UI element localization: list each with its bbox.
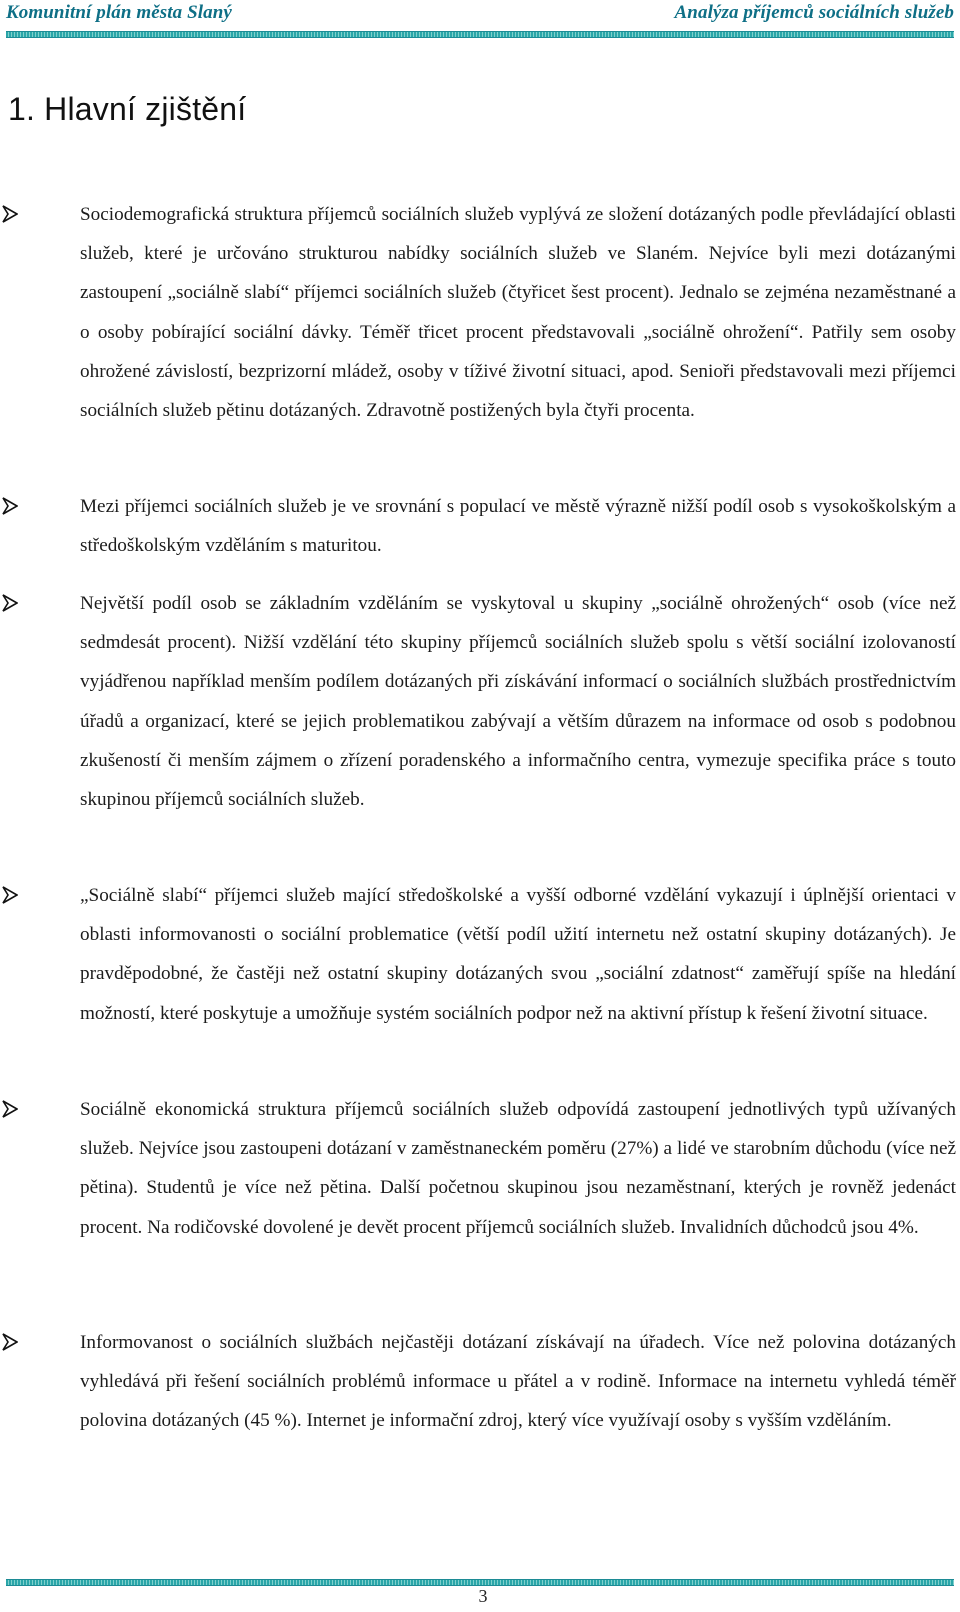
finding-item (80, 584, 956, 819)
finding-text: Informovanost o sociálních službách nejčastěji dotázaní získávají na úřadech. Více než polovina dotázaných vyhledává při řešení sociálních problémů informace u přátel a v rodině. Informace na internetu vyhledá téměř polovina dotázaných (45 %). Internet je informační zdroj, který více využívají osoby s vyšším vzděláním. (80, 1332, 956, 1432)
running-header (6, 0, 954, 28)
finding-text: Sociálně ekonomická struktura příjemců sociálních služeb odpovídá zastoupení jednotlivých typů užívaných služeb. Nejvíce jsou zastoupeni dotázaní v zaměstnaneckém poměru (27%) a lidé ve starobním důchodu (více než pětina). Studentů je více než pětina. Další početnou skupinou jsou nezaměstnaní, kterých je rovněž jedenáct procent. Na rodičovské dovolené je devět procent příjemců sociálních služeb. Invalidních důchodců jsou 4%. (80, 1099, 956, 1238)
arrowhead-bullet-icon (2, 205, 18, 223)
header-document-title: Komunitní plán města Slaný (6, 2, 232, 23)
finding-text: „Sociálně slabí“ příjemci služeb mající středoškolské a vyšší odborné vzdělání vykazují i úplnější orientaci v oblasti informovanosti o sociální problematice (větší podíl užití internetu než ostatní skupiny dotázaných). Je pravděpodobné, že častěji než ostatní skupiny dotázaných svou „sociální zdatnost“ zaměřují spíše na hledání možností, které poskytuje a umožňuje systém sociálních podpor než na aktivní přístup k řešení životní situace. (80, 885, 956, 1024)
footer-rule (6, 1579, 954, 1586)
finding-item (80, 195, 956, 430)
arrowhead-bullet-icon (2, 497, 18, 515)
finding-item (80, 487, 956, 565)
page-number: 3 (478, 1586, 488, 1606)
arrowhead-bullet-icon (2, 594, 18, 612)
section-heading: 1. Hlavní zjištění (8, 91, 247, 127)
finding-text: Mezi příjemci sociálních služeb je ve srovnání s populací ve městě výrazně nižší podíl osob s vysokoškolským a středoškolským vzděláním s maturitou. (80, 496, 956, 557)
finding-item (80, 1323, 956, 1441)
header-rule (6, 31, 954, 38)
header-section-title: Analýza příjemců sociálních služeb (674, 2, 954, 23)
finding-text: Největší podíl osob se základním vzděláním se vyskytoval u skupiny „sociálně ohrožených“ osob (více než sedmdesát procent). Nižší vzdělání této skupiny příjemců sociálních služeb spolu s větší sociální izolovaností vyjádřenou například menším podílem dotázaných při získávání informací o sociálních službách prostřednictvím úřadů a organizací, které se jejich problematikou zabývají a větším důrazem na informace od osob s podobnou zkušeností či menším zájmem o zřízení poradenského a informačního centra, vymezuje specifika práce s touto skupinou příjemců sociálních služeb. (80, 593, 956, 811)
arrowhead-bullet-icon (2, 1333, 18, 1351)
arrowhead-bullet-icon (2, 1100, 18, 1118)
finding-item (80, 876, 956, 1033)
finding-item (80, 1090, 956, 1247)
arrowhead-bullet-icon (2, 886, 18, 904)
finding-text: Sociodemografická struktura příjemců sociálních služeb vyplývá ze složení dotázaných podle převládající oblasti služeb, které je určováno strukturou nabídky sociálních služeb ve Slaném. Nejvíce byli mezi dotázanými zastoupení „sociálně slabí“ příjemci sociálních služeb (čtyřicet šest procent). Jednalo se zejména nezaměstnané a o osoby pobírající sociální dávky. Téměř třicet procent představovali „sociálně ohrožení“. Patřily sem osoby ohrožené závislostí, bezprizorní mládež, osoby v tíživé životní situaci, apod. Senioři představovali mezi příjemci sociálních služeb pětinu dotázaných. Zdravotně postižených byla čtyři procenta. (80, 204, 956, 422)
